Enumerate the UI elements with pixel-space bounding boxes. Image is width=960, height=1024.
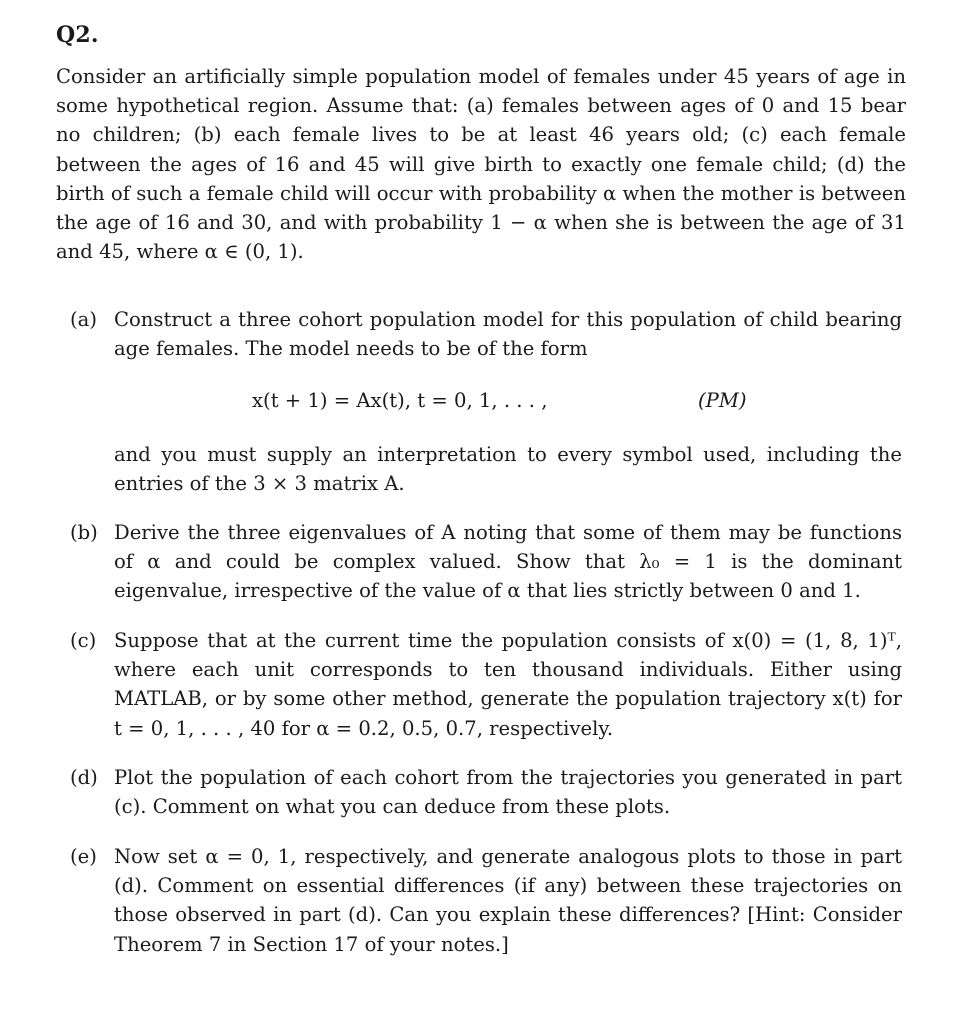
population-model-equation: x(t + 1) = Ax(t), t = 0, 1, . . . , <box>252 389 548 412</box>
part-d-text: Plot the population of each cohort from the trajectories you generated in part (c). Comment on what you can deduce from these plots. <box>114 766 902 819</box>
part-c-label: (c) <box>70 629 97 652</box>
part-d-label: (d) <box>70 766 98 789</box>
part-a-label: (a) <box>70 308 97 331</box>
part-c-text: Suppose that at the current time the population consists of x(0) = (1, 8, 1)ᵀ, where each unit corresponds to ten thousand individuals. Either using MATLAB, or by some other method, generate the population trajectory x(t) for t = 0, 1, . . . , 40 for α = 0.2, 0.5, 0.7, respectively. <box>114 629 902 740</box>
question-intro: Consider an artificially simple population model of females under 45 years of age in some hypothetical region. Assume that: (a) females between ages of 0 and 15 bear no children; (b) each female lives to be at least 46 years old; (c) each female between the ages of 16 and 45 will give birth to exactly one female child; (d) the birth of such a female child will occur with probability α when the mother is between the age of 16 and 30, and with probability 1 − α when she is between the age of 31 and 45, where α ∈ (0, 1). <box>56 65 906 264</box>
part-b <box>70 518 902 606</box>
equation-tag: (PM) <box>698 389 747 412</box>
part-a-text: Construct a three cohort population model for this population of child bearing age females. The model needs to be of the form <box>114 308 902 361</box>
part-e-label: (e) <box>70 845 97 868</box>
part-b-label: (b) <box>70 521 98 544</box>
part-b-text: Derive the three eigenvalues of A noting that some of them may be functions of α and could be complex valued. Show that λ₀ = 1 is the dominant eigenvalue, irrespective of the value of α that lies strictly between 0 and 1. <box>114 521 902 603</box>
question-heading: Q2. <box>56 22 99 48</box>
part-d <box>70 763 902 821</box>
part-c <box>70 626 902 743</box>
part-a-continuation: and you must supply an interpretation to every symbol used, including the entries of the 3 × 3 matrix A. <box>114 443 902 496</box>
part-e-text: Now set α = 0, 1, respectively, and generate analogous plots to those in part (d). Comment on essential differences (if any) between these trajectories on those observed in part (d). Can you explain these differences? [Hint: Consider Theorem 7 in Section 17 of your notes.] <box>114 845 902 956</box>
part-e <box>70 842 902 959</box>
part-a <box>70 305 902 363</box>
